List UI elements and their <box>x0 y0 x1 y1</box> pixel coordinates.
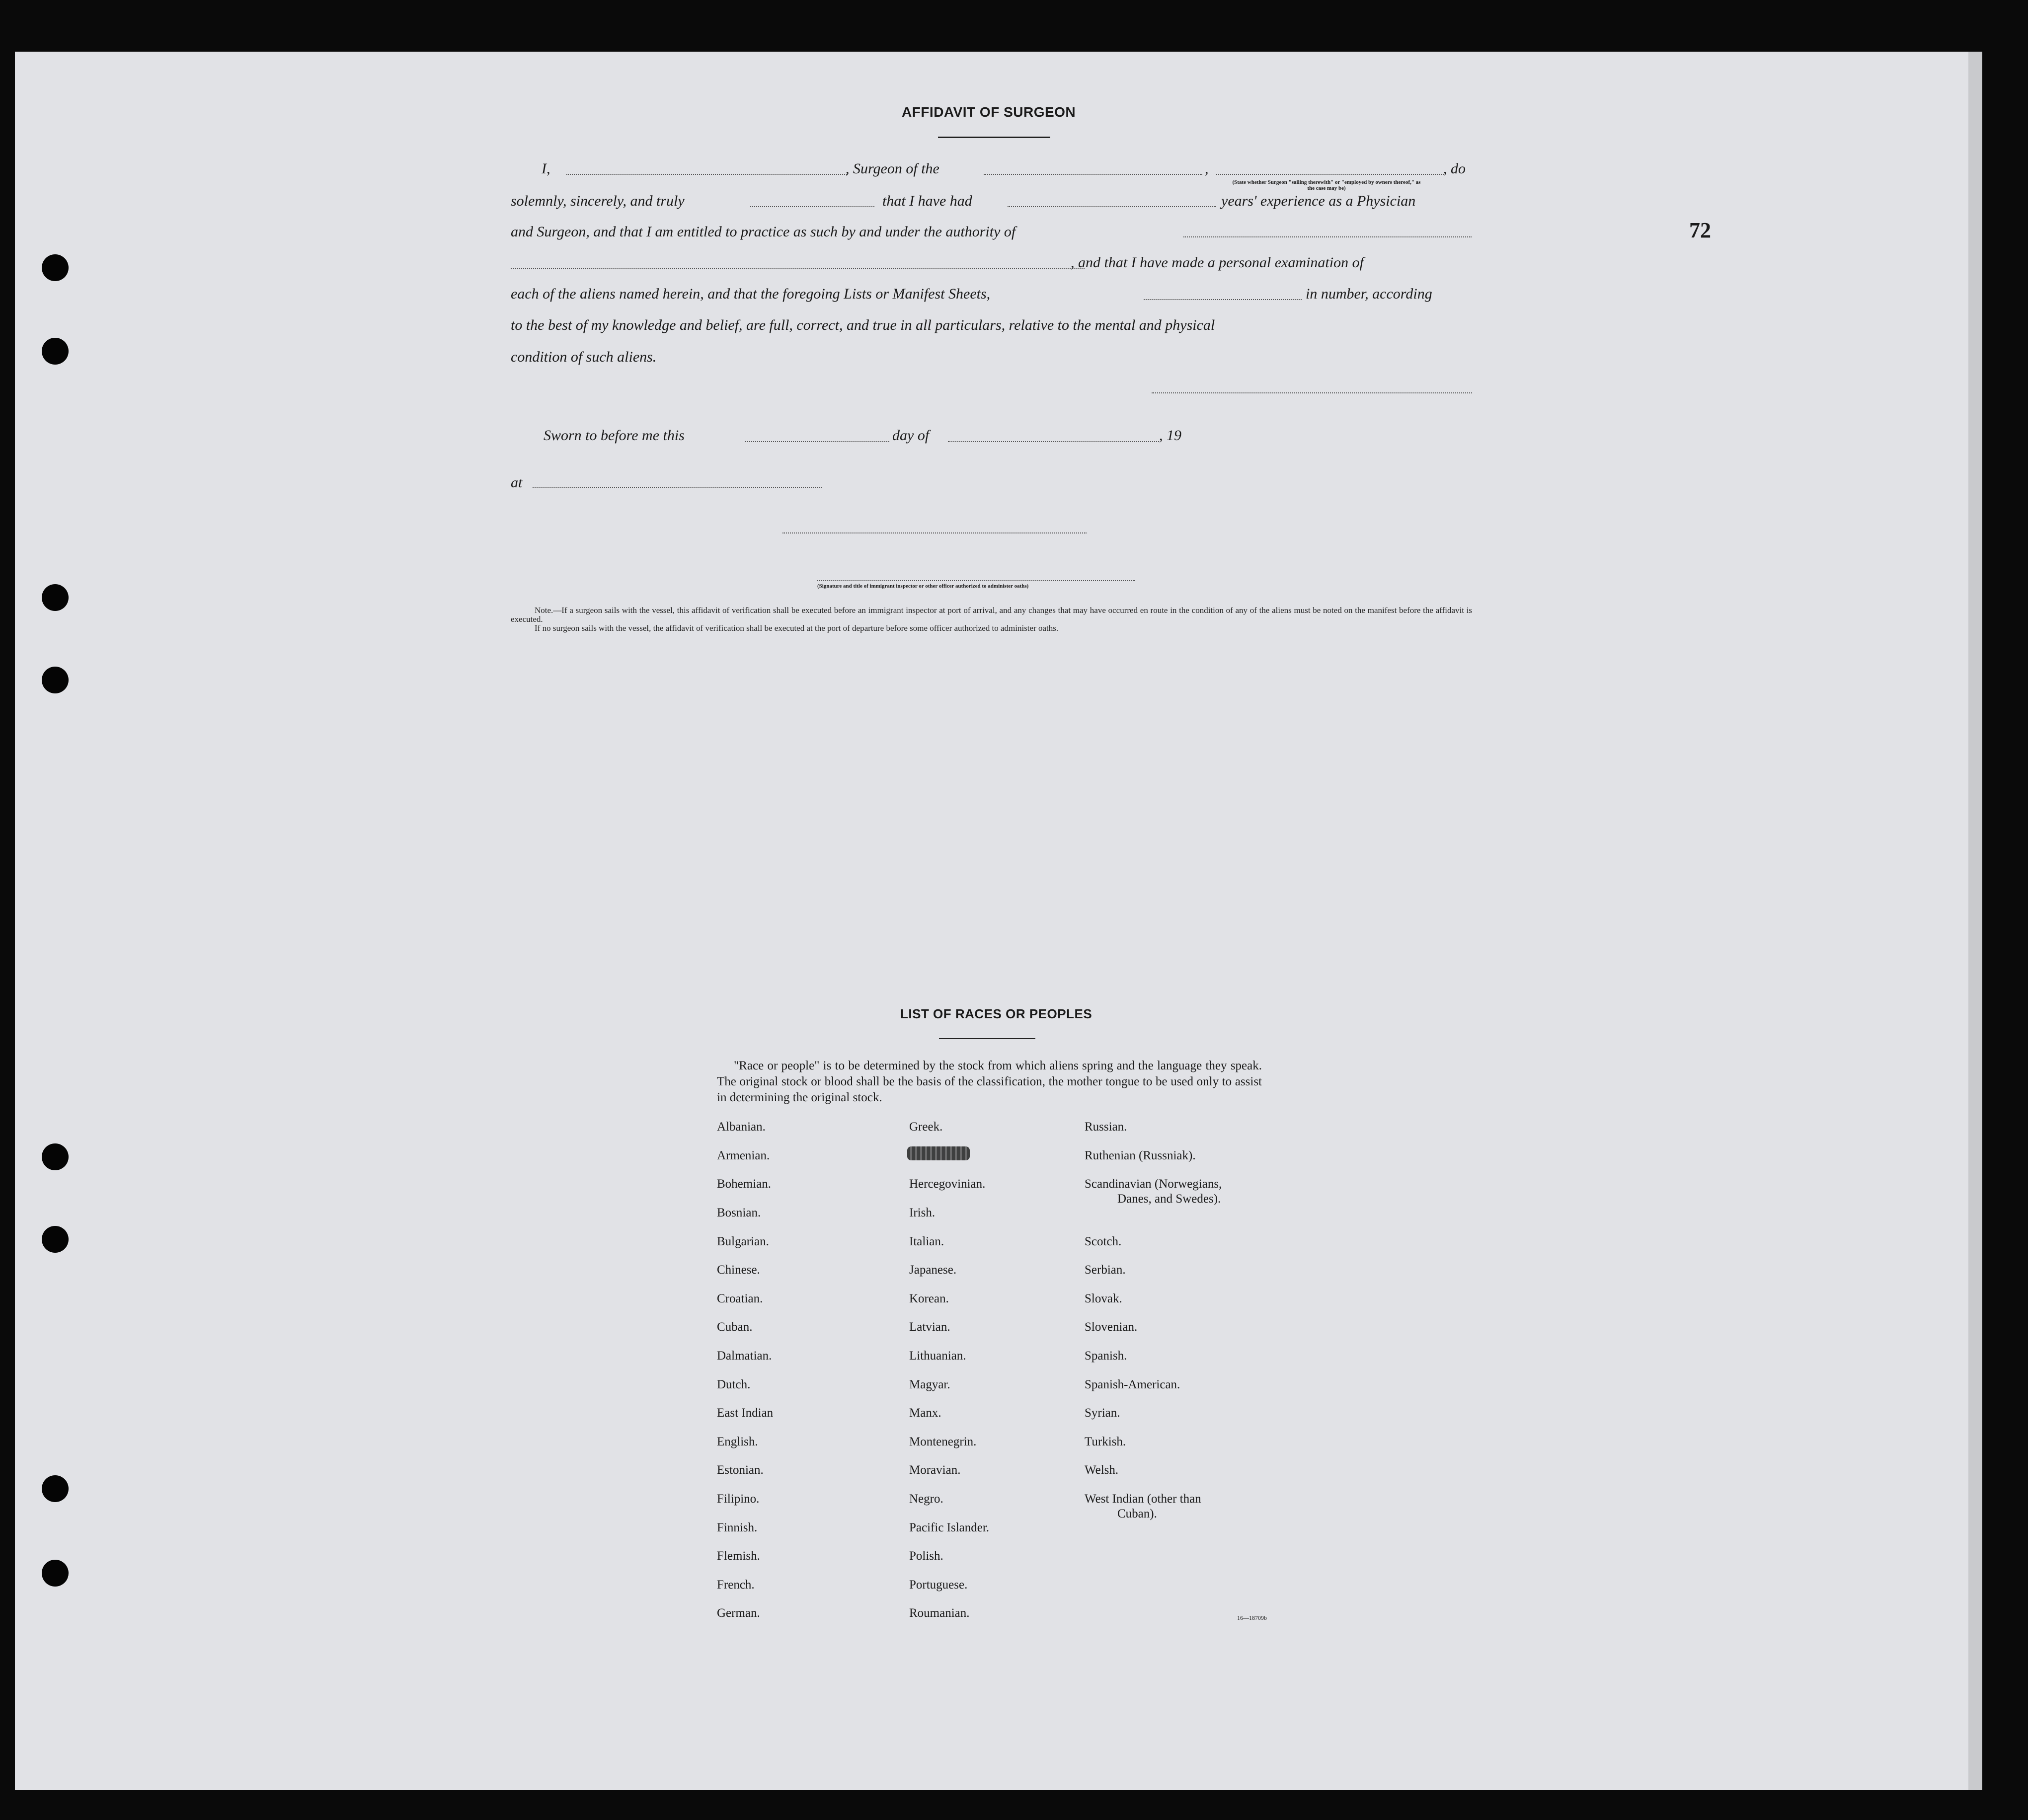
sworn-year: , 19 <box>1159 427 1181 444</box>
race-item: Hercegovinian. <box>909 1177 986 1191</box>
race-item: Syrian. <box>1085 1406 1120 1420</box>
race-item: Magyar. <box>909 1378 950 1391</box>
race-item: Moravian. <box>909 1463 961 1477</box>
race-item: Filipino. <box>717 1492 760 1506</box>
surgeon-signature-field[interactable] <box>1152 392 1472 393</box>
authority-field[interactable] <box>1183 236 1472 237</box>
binder-hole <box>42 667 69 693</box>
binder-hole <box>42 1560 69 1587</box>
race-item: Korean. <box>909 1292 949 1305</box>
affidavit-line2-start: solemnly, sincerely, and truly <box>511 193 685 209</box>
race-item-scandinavian <box>1085 1177 1293 1207</box>
race-item: Scotch. <box>1085 1235 1122 1248</box>
surgeon-status-field[interactable] <box>1216 174 1444 175</box>
binder-hole <box>42 1226 69 1253</box>
race-item: Irish. <box>909 1206 936 1219</box>
note-paragraph-1: Note.—If a surgeon sails with the vessel, this affidavit of verification shall be executed before an immigrant inspector at port of arrival, and any changes that may have occurred en route in the condition of any of the aliens must be noted on the manifest before the affidavit is executed. <box>511 606 1472 624</box>
race-item: Japanese. <box>909 1263 957 1277</box>
affidavit-line2-years: years' experience as a Physician <box>1221 193 1416 209</box>
surgeon-status-note: (State whether Surgeon "sailing therewith" or "employed by owners thereof," as the case may be) <box>1232 179 1421 191</box>
form-code: 16—18709b <box>1237 1614 1267 1621</box>
race-item: Croatian. <box>717 1292 763 1305</box>
race-item: Turkish. <box>1085 1435 1126 1448</box>
binder-hole <box>42 1475 69 1502</box>
inspector-signature-line[interactable] <box>782 532 1087 533</box>
race-item: Armenian. <box>717 1149 770 1162</box>
race-item: German. <box>717 1606 760 1620</box>
race-item: Polish. <box>909 1549 943 1563</box>
races-intro-text: "Race or people" is to be determined by the stock from which aliens spring and the language they speak. The original stock or blood shall be the basis of the classification, the mother tongue to be used only to assist in determining the original stock. <box>717 1059 1262 1104</box>
page-edge <box>1968 52 1982 1790</box>
inspector-signature-caption: (Signature and title of immigrant inspector or other officer authorized to administer oaths) <box>817 583 1029 589</box>
binder-hole <box>42 1143 69 1170</box>
race-item: Manx. <box>909 1406 941 1420</box>
sworn-at: at <box>511 474 523 491</box>
race-item: Finnish. <box>717 1521 758 1534</box>
title-underline <box>938 137 1050 138</box>
sheets-number-field[interactable] <box>1144 299 1302 300</box>
scandinavian-line1: Scandinavian (Norwegians, <box>1085 1177 1222 1191</box>
races-title: LIST OF RACES OR PEOPLES <box>900 1006 1092 1021</box>
binder-hole <box>42 584 69 611</box>
authority-field-continued[interactable] <box>511 268 1085 269</box>
affidavit-line3-start: and Surgeon, and that I am entitled to practice as such by and under the authority of <box>511 224 1016 240</box>
page-number: 72 <box>1689 218 1711 242</box>
race-item: Bohemian. <box>717 1177 772 1191</box>
affidavit-line6: to the best of my knowledge and belief, are full, correct, and true in all particulars, relative to the mental and physical <box>511 317 1215 333</box>
affidavit-line5-start: each of the aliens named herein, and that the foregoing Lists or Manifest Sheets, <box>511 286 991 302</box>
race-item: Roumanian. <box>909 1606 970 1620</box>
race-item: Slovak. <box>1085 1292 1122 1305</box>
sworn-day-field[interactable] <box>745 441 889 442</box>
race-item: Bosnian. <box>717 1206 761 1219</box>
race-item: Greek. <box>909 1120 943 1134</box>
scandinavian-line2: Danes, and Swedes). <box>1117 1192 1221 1206</box>
race-item: Dalmatian. <box>717 1349 772 1363</box>
affidavit-line1-comma: , <box>1205 160 1209 177</box>
race-item: Flemish. <box>717 1549 760 1563</box>
race-item: English. <box>717 1435 758 1448</box>
binder-hole <box>42 254 69 281</box>
vessel-name-field[interactable] <box>984 174 1202 175</box>
binder-hole <box>42 338 69 365</box>
race-item: Dutch. <box>717 1378 751 1391</box>
race-item: Portuguese. <box>909 1578 968 1592</box>
affidavit-line5-end: in number, according <box>1306 286 1432 302</box>
race-item: Pacific Islander. <box>909 1521 990 1534</box>
west-indian-line1: West Indian (other than <box>1085 1492 1201 1506</box>
note-paragraph-2: If no surgeon sails with the vessel, the affidavit of verification shall be executed at the port of departure before some officer authorized to administer oaths. <box>535 623 1059 633</box>
race-item: Estonian. <box>717 1463 764 1477</box>
affidavit-line7: condition of such aliens. <box>511 349 657 365</box>
races-intro <box>717 1058 1262 1105</box>
race-item: Albanian. <box>717 1120 766 1134</box>
race-item: Slovenian. <box>1085 1320 1138 1334</box>
redacted-entry <box>907 1146 970 1160</box>
race-item: Welsh. <box>1085 1463 1119 1477</box>
document-page <box>15 52 1968 1790</box>
sworn-place-field[interactable] <box>533 487 822 488</box>
race-item: Italian. <box>909 1235 944 1248</box>
race-item: Latvian. <box>909 1320 950 1334</box>
sworn-day-of: day of <box>892 427 930 444</box>
race-item: Spanish-American. <box>1085 1378 1180 1391</box>
race-item: Negro. <box>909 1492 943 1506</box>
affidavit-line1-surgeon: , Surgeon of the <box>846 160 939 177</box>
races-title-underline <box>939 1038 1035 1039</box>
race-item: Russian. <box>1085 1120 1127 1134</box>
affidavit-note <box>511 606 1472 633</box>
race-item: Bulgarian. <box>717 1235 769 1248</box>
affidavit-line1-do: , do <box>1443 160 1466 177</box>
race-item: Chinese. <box>717 1263 760 1277</box>
race-item: French. <box>717 1578 755 1592</box>
surgeon-name-field[interactable] <box>566 174 847 175</box>
race-item: Montenegrin. <box>909 1435 977 1448</box>
inspector-title-line[interactable] <box>817 580 1135 581</box>
affidavit-line4-end: , and that I have made a personal examination of <box>1071 254 1364 271</box>
race-item: Lithuanian. <box>909 1349 966 1363</box>
affidavit-line2-had: that I have had <box>882 193 972 209</box>
race-item-west-indian <box>1085 1492 1293 1521</box>
sworn-month-field[interactable] <box>948 441 1159 442</box>
race-item: Spanish. <box>1085 1349 1127 1363</box>
race-item: Cuban. <box>717 1320 753 1334</box>
affirmation-field[interactable] <box>750 206 874 207</box>
race-item: Serbian. <box>1085 1263 1126 1277</box>
race-item: Ruthenian (Russniak). <box>1085 1149 1196 1162</box>
affidavit-title: AFFIDAVIT OF SURGEON <box>902 104 1076 120</box>
race-item: East Indian <box>717 1406 774 1420</box>
affidavit-line1-start: I, <box>542 160 550 177</box>
sworn-start: Sworn to before me this <box>544 427 685 444</box>
years-experience-field[interactable] <box>1008 206 1216 207</box>
west-indian-line2: Cuban). <box>1117 1507 1157 1520</box>
